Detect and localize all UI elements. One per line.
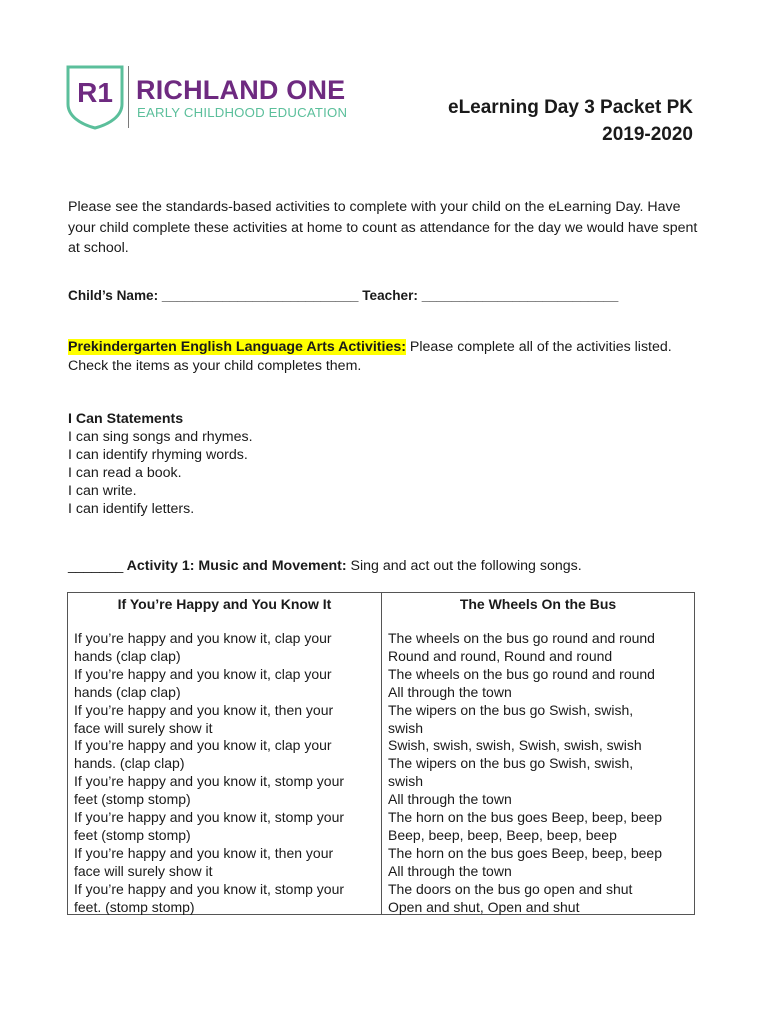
lyric-line: hands. (clap clap) <box>74 755 185 772</box>
ela-heading: Prekindergarten English Language Arts Activities: <box>68 339 406 355</box>
packet-title-line2: 2019-2020 <box>602 124 693 145</box>
lyric-line: If you’re happy and you know it, stomp your <box>74 880 345 897</box>
activity-1-text: Sing and act out the following songs. <box>346 558 582 574</box>
ela-instructions: Please complete all of the activities listed. Check the items as your child completes them. <box>68 339 672 374</box>
lyric-line: If you’re happy and you know it, clap your <box>74 665 332 682</box>
i-can-statements <box>68 410 253 518</box>
lyric-line: hands (clap clap) <box>74 683 181 700</box>
logo-name: RICHLAND ONE <box>136 75 346 105</box>
lyric-line: If you’re happy and you know it, stomp your <box>74 809 345 826</box>
lyric-line: feet. (stomp stomp) <box>74 898 195 915</box>
lyric-line: If you’re happy and you know it, then your <box>74 844 334 861</box>
lyric-line: The wheels on the bus go round and round <box>388 665 655 682</box>
song-lyrics-happy <box>74 630 375 917</box>
i-can-item: I can sing songs and rhymes. <box>68 429 253 445</box>
lyric-line: The wheels on the bus go round and round <box>388 630 655 646</box>
lyric-line: The horn on the bus goes Beep, beep, beep <box>388 844 662 861</box>
logo-mark: R1 <box>77 77 113 108</box>
logo-subtitle: EARLY CHILDHOOD EDUCATION <box>137 105 348 120</box>
intro-paragraph: Please see the standards-based activities to complete with your child on the eLearning Day. Have your child complete these activities at home to count as attendance for the day we would have spent at school. <box>68 199 698 256</box>
lyric-line: feet (stomp stomp) <box>74 826 191 843</box>
song-title-wheels: The Wheels On the Bus <box>459 596 617 612</box>
lyric-line: swish <box>388 719 424 736</box>
i-can-heading: I Can Statements <box>68 411 184 427</box>
ela-section <box>68 338 708 375</box>
song-column-right <box>382 593 694 914</box>
lyric-line: All through the town <box>388 791 512 808</box>
richland-one-logo <box>66 64 386 130</box>
i-can-item: I can identify rhyming words. <box>68 447 248 463</box>
lyric-line: feet (stomp stomp) <box>74 791 191 808</box>
lyric-line: Beep, beep, beep, Beep, beep, beep <box>388 826 617 843</box>
packet-title <box>448 94 693 148</box>
lyric-line: swish <box>388 773 424 790</box>
activity-1-label: Activity 1: Music and Movement: <box>123 558 347 574</box>
lyric-line: If you’re happy and you know it, then your <box>74 701 334 718</box>
lyric-line: face will surely show it <box>74 719 213 736</box>
lyric-line: All through the town <box>388 683 512 700</box>
lyric-line: If you’re happy and you know it, clap your <box>74 630 332 646</box>
lyric-line: If you’re happy and you know it, stomp your <box>74 773 345 790</box>
activity-checkbox-blank[interactable]: _______ <box>68 558 124 574</box>
lyric-line: hands (clap clap) <box>74 647 181 664</box>
lyric-line: Round and round, Round and round <box>388 647 613 664</box>
i-can-item: I can write. <box>68 483 137 499</box>
logo-divider <box>128 66 129 128</box>
lyric-line: Swish, swish, swish, Swish, swish, swish <box>388 737 642 754</box>
i-can-item: I can identify letters. <box>68 501 195 517</box>
i-can-item: I can read a book. <box>68 465 182 481</box>
lyric-line: All through the town <box>388 862 512 879</box>
song-lyrics-wheels <box>388 630 688 917</box>
lyric-line: The wipers on the bus go Swish, swish, <box>388 701 634 718</box>
songs-table <box>67 592 695 915</box>
lyric-line: The doors on the bus go open and shut <box>388 880 633 897</box>
lyric-line: face will surely show it <box>74 862 213 879</box>
lyric-line: Open and shut, Open and shut <box>388 898 580 915</box>
name-teacher-line: Child’s Name: __________________________ Teacher: __________________________ <box>68 288 619 303</box>
song-title-happy: If You’re Happy and You Know It <box>117 596 332 612</box>
lyric-line: The horn on the bus goes Beep, beep, beep <box>388 809 662 826</box>
lyric-line: The wipers on the bus go Swish, swish, <box>388 755 634 772</box>
lyric-line: If you’re happy and you know it, clap your <box>74 737 332 754</box>
packet-title-line1: eLearning Day 3 Packet PK <box>448 97 693 118</box>
song-column-left <box>68 593 382 914</box>
r1-shield-icon <box>66 64 124 130</box>
activity-1 <box>68 556 582 577</box>
